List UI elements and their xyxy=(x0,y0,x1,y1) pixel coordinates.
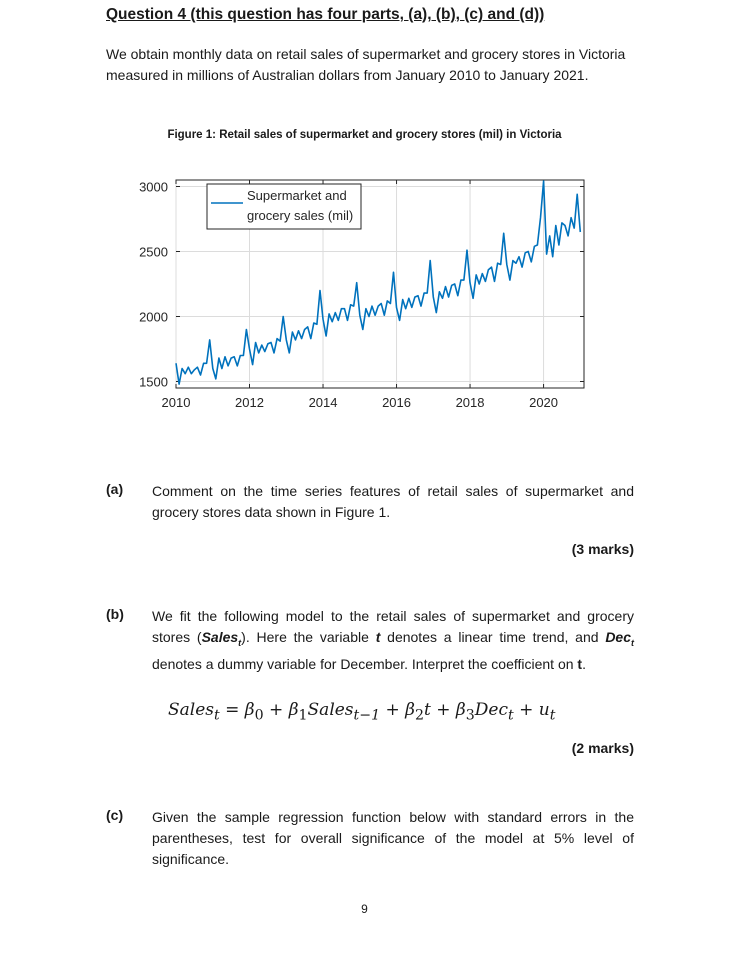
part-a-text: Comment on the time series features of retail sales of supermarket and grocery stores data shown in Figure 1. xyxy=(152,483,634,520)
sales-variable: Sales xyxy=(201,629,239,645)
x-tick-label: 2014 xyxy=(308,395,338,410)
part-c-text: Given the sample regression function below with standard errors in the parentheses, test for overall significance of the model at 5% level of significance. xyxy=(152,809,634,867)
intro-paragraph: We obtain monthly data on retail sales of supermarket and grocery stores in Victoria measured in millions of Australian dollars from January 2010 to January 2021. xyxy=(106,46,626,83)
legend-label-line-2: grocery sales (mil) xyxy=(247,208,354,223)
part-b-label: (b) xyxy=(106,606,124,622)
part-a-label: (a) xyxy=(106,481,124,497)
part-b-marks: (2 marks) xyxy=(571,740,634,756)
retail-sales-chart xyxy=(100,160,600,435)
part-b-text: We fit the following model to the retail sales of supermarket and grocery stores (Sales$_t$). Here the variable t denotes a linear time trend, and Dec$_t$ denotes a dummy variable for December. Interpret the coefficient on t. xyxy=(152,608,634,672)
december-dummy-variable: Dec xyxy=(605,629,631,645)
chart-legend xyxy=(207,184,361,229)
y-tick-label: 1500 xyxy=(139,374,168,390)
part-c-label: (c) xyxy=(106,807,124,823)
figure-caption: Figure 1: Retail sales of supermarket and grocery stores (mil) in Victoria xyxy=(167,129,562,141)
x-tick-label: 2016 xyxy=(382,395,412,410)
y-tick-label: 2500 xyxy=(139,244,168,260)
x-tick-label: 2020 xyxy=(529,395,559,410)
x-tick-label: 2018 xyxy=(455,395,485,410)
y-tick-label: 2000 xyxy=(139,309,168,325)
part-a-marks: (3 marks) xyxy=(571,541,634,557)
trend-variable: t xyxy=(375,629,381,645)
legend-label-line-1: Supermarket and xyxy=(247,188,347,203)
page-number: 9 xyxy=(361,902,368,916)
x-tick-label: 2012 xyxy=(235,395,264,410)
x-tick-label: 2010 xyxy=(161,395,191,410)
y-tick-label: 3000 xyxy=(139,179,168,195)
question-heading: Question 4 (this question has four parts, (a), (b), (c) and (d)) xyxy=(106,6,545,23)
regression-equation: Sales$_t$ = $\beta_0$ + $\beta_1Sales_{t-1} + \beta_2t + \beta_3Dec_t + u_t$ xyxy=(168,700,556,724)
